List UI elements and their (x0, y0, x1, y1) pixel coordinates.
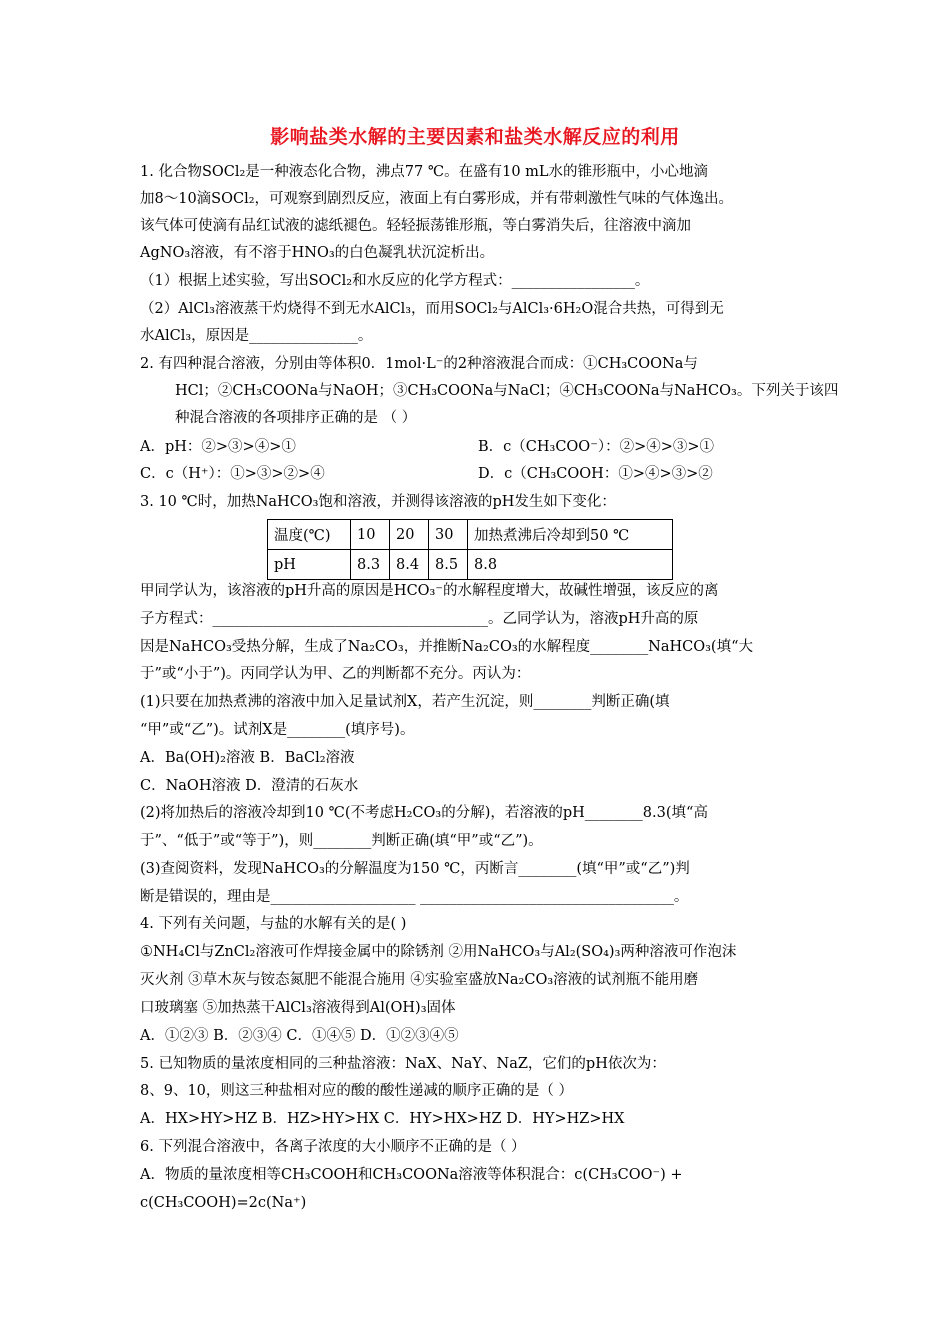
q3-sub-1-cont: “甲”或“乙”)。试剂X是________(填序号)。 (140, 722, 415, 738)
table-cell: 8.4 (390, 550, 429, 580)
q6-option-a-cont: c(CH₃COOH)=2c(Na⁺) (140, 1195, 307, 1211)
q2-option-d: D．c（CH₃COOH：①>④>③>② (478, 466, 713, 482)
q3-sub-2: (2)将加热后的溶液冷却到10 ℃(不考虑H₂CO₃的分解)，若溶液的pH________8.3(填“高 (140, 805, 708, 821)
table-row (268, 520, 673, 550)
q3-line-4: 因是NaHCO₃受热分解，生成了Na₂CO₃，并推断Na₂CO₃的水解程度________NaHCO₃(填“大 (140, 639, 753, 655)
q1-line-1: 1. 化合物SOCl₂是一种液态化合物，沸点77 ℃。在盛有10 mL水的锥形瓶中，小心地滴 (140, 164, 709, 180)
q3-line-2: 甲同学认为，该溶液的pH升高的原因是HCO₃⁻的水解程度增大，故碱性增强，该反应的离 (140, 583, 719, 599)
q2-option-a: A．pH：②>③>④>① (140, 439, 296, 455)
q1-part-1: （1）根据上述实验，写出SOCl₂和水反应的化学方程式：_________________。 (140, 273, 650, 289)
table-cell: 8.3 (351, 550, 390, 580)
q4-line-3: 灭火剂 ③草木灰与铵态氮肥不能混合施用 ④实验室盛放Na₂CO₃溶液的试剂瓶不能用磨 (140, 972, 699, 988)
q5-line-2: 8、9、10，则这三种盐相对应的酸的酸性递减的顺序正确的是（ ） (140, 1083, 574, 1099)
ph-table (267, 519, 673, 580)
q5-options: A．HX>HY>HZ B．HZ>HY>HX C．HY>HX>HZ D．HY>HZ>HX (140, 1111, 625, 1127)
q1-line-2: 加8～10滴SOCl₂，可观察到剧烈反应，液面上有白雾形成，并有带刺激性气味的气体逸出。 (140, 191, 734, 207)
q1-part-2: （2）AlCl₃溶液蒸干灼烧得不到无水AlCl₃，而用SOCl₂与AlCl₃·6H₂O混合共热，可得到无 (140, 301, 724, 317)
q6-line-1: 6. 下列混合溶液中，各离子浓度的大小顺序不正确的是（ ） (140, 1139, 526, 1155)
q6-option-a: A．物质的量浓度相等CH₃COOH和CH₃COONa溶液等体积混合：c(CH₃COO⁻) + (140, 1167, 683, 1183)
q4-line-1: 4. 下列有关问题，与盐的水解有关的是( ) (140, 916, 407, 932)
q3-sub-1: (1)只要在加热煮沸的溶液中加入足量试剂X，若产生沉淀，则________判断正确(填 (140, 694, 670, 710)
q3-line-3: 子方程式：______________________________________。乙同学认为，溶液pH升高的原 (140, 611, 699, 627)
page-title: 影响盐类水解的主要因素和盐类水解反应的利用 (270, 126, 680, 148)
q4-line-4: 口玻璃塞 ⑤加热蒸干AlCl₃溶液得到Al(OH)₃固体 (140, 1000, 456, 1016)
q1-line-4: AgNO₃溶液，有不溶于HNO₃的白色凝乳状沉淀析出。 (140, 245, 495, 261)
q3-sub-3-cont: 断是错误的，理由是____________________ ___________________________________。 (140, 889, 689, 905)
table-row (268, 550, 673, 580)
q2-line-3: 种混合溶液的各项排序正确的是 （ ） (175, 410, 417, 426)
q3-sub-2-cont: 于”、“低于”或“等于”)，则________判断正确(填“甲”或“乙”)。 (140, 833, 543, 849)
q3-line-5: 于”或“小于”)。丙同学认为甲、乙的判断都不充分。丙认为： (140, 666, 531, 682)
table-cell: 30 (429, 520, 468, 550)
q1-line-3: 该气体可使滴有品红试液的滤纸褪色。轻轻振荡锥形瓶，等白雾消失后，往溶液中滴加 (140, 218, 691, 234)
q4-line-2: ①NH₄Cl与ZnCl₂溶液可作焊接金属中的除锈剂 ②用NaHCO₃与Al₂(SO₄)₃两种溶液可作泡沫 (140, 944, 737, 960)
q2-line-2: HCl；②CH₃COONa与NaOH；③CH₃COONa与NaCl；④CH₃COONa与NaHCO₃。下列关于该四 (175, 383, 839, 399)
table-cell: 加热煮沸后冷却到50 ℃ (468, 520, 673, 550)
q4-options: A．①②③ B．②③④ C．①④⑤ D．①②③④⑤ (140, 1028, 459, 1044)
table-cell: pH (268, 550, 351, 580)
q1-part-2-cont: 水AlCl₃，原因是_______________。 (140, 328, 373, 344)
q3-options-ab: A．Ba(OH)₂溶液 B．BaCl₂溶液 (140, 750, 355, 766)
q2-line-1: 2. 有四种混合溶液，分别由等体积0．1mol·L⁻的2种溶液混合而成：①CH₃COONa与 (140, 356, 698, 372)
q3-options-cd: C．NaOH溶液 D．澄清的石灰水 (140, 778, 359, 794)
q2-option-b: B．c（CH₃COO⁻）：②>④>③>① (478, 439, 715, 455)
q2-option-c: C．c（H⁺）：①>③>②>④ (140, 466, 325, 482)
q3-sub-3: (3)查阅资料，发现NaHCO₃的分解温度为150 ℃，丙断言________(填“甲”或“乙”)判 (140, 861, 690, 877)
table-cell: 8.5 (429, 550, 468, 580)
table-cell: 温度(℃) (268, 520, 351, 550)
q3-line-1: 3. 10 ℃时，加热NaHCO₃饱和溶液，并测得该溶液的pH发生如下变化： (140, 494, 616, 510)
q5-line-1: 5. 已知物质的量浓度相同的三种盐溶液：NaX、NaY、NaZ，它们的pH依次为： (140, 1056, 666, 1072)
table-cell: 8.8 (468, 550, 673, 580)
table-cell: 10 (351, 520, 390, 550)
table-cell: 20 (390, 520, 429, 550)
